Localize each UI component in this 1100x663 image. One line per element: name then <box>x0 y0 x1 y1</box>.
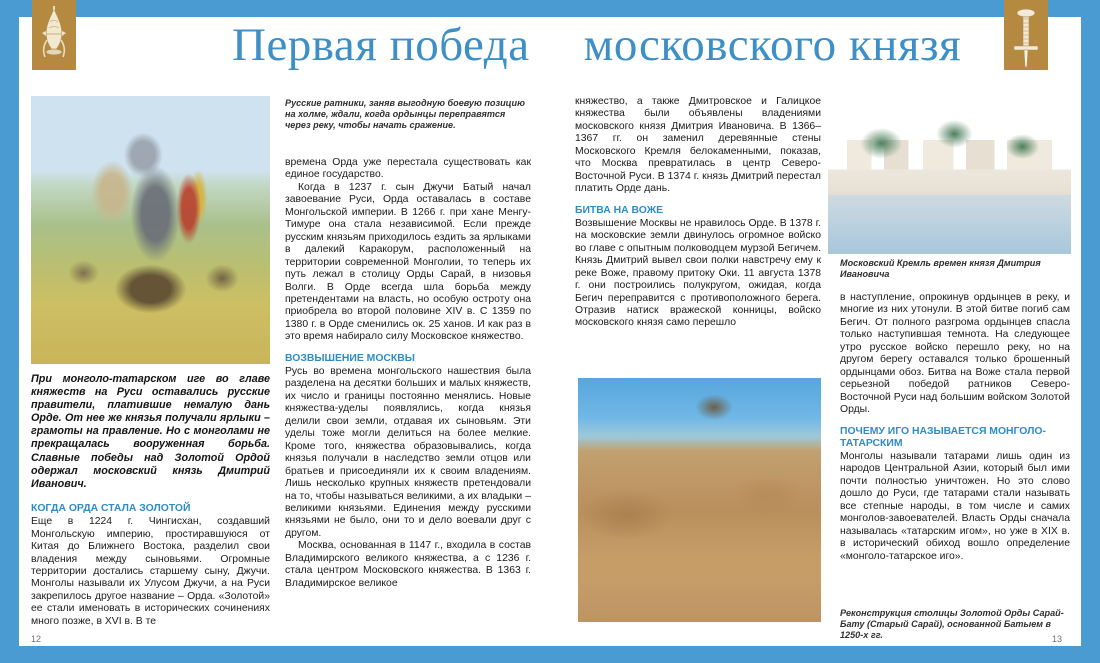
column-one <box>285 157 531 590</box>
helmet-icon <box>32 0 76 70</box>
column-left-lower <box>31 503 270 628</box>
subhead-when-horde-became-golden: КОГДА ОРДА СТАЛА ЗОЛОТОЙ <box>31 503 191 514</box>
knight-on-horseback-painting <box>31 96 270 364</box>
paragraph: Еще в 1224 г. Чингисхан, создавший Монгольскую империю, простиравшуюся от Китая до Ближнего Востока, разделил свои владения между сыновьями. Огромные территории достались старшему сыну, Джучи. Монголы называли их Улусом Джучи, а на Руси закрепилось другое название – Орда. «Золотой» ее стали именовать в исторических сочинениях много позже, в XVI в. В те <box>31 516 270 627</box>
paragraph: Монголы называли татарами лишь один из народов Центральной Азии, который был ими почти полностью уничтожен. Но это слово дошло до Руси, где татарами стали называть все степные народы, в том числе и самих монголов-завоевателей. Власть Орды сначала называлась «татарским игом», но уже в XIX в. в исторический обиход вошло определение «монголо-татарское иго». <box>840 450 1070 562</box>
subhead-rise-of-moscow: ВОЗВЫШЕНИЕ МОСКВЫ <box>285 352 415 364</box>
frame-band-top <box>0 0 1100 17</box>
header-tab-left <box>32 0 76 70</box>
title-line-2: московского князя <box>583 19 962 71</box>
column-left-lower-body <box>31 516 270 628</box>
column-three-body-top <box>840 292 1070 417</box>
column-one-body-top <box>285 157 531 344</box>
sarai-batu-reconstruction-photo <box>578 378 821 622</box>
paragraph: княжество, а также Дмитровское и Галицкое княжества были объявлены владениями московского князя Дмитрия Ивановича. В 1366–1367 гг. он заменил деревянные стены Московского Кремля белокаменными, показав, что Москва превратилась в центр Северо-Восточной Руси. В 1374 г. князь Дмитрий перестал платить Орде дань. <box>575 96 821 195</box>
paragraph: в наступление, опрокинув ордынцев в реку, и многие из них утонули. В этой битве погиб сам Бегич. От полного разгрома ордынцев спасла только наступившая темнота. На следующее утро русское войско перешло реку, но на другом берегу оставался только брошенный ордынцами обоз. Битва на Воже стала первой серьезной победой ратников Северо-Восточной Руси над большим войском Золотой Орды. <box>840 292 1070 416</box>
kremlin-caption: Московский Кремль времен князя Дмитрия Ивановича <box>840 258 1041 279</box>
title-line-1: Первая победа <box>232 19 530 71</box>
sarai-caption: Реконструкция столицы Золотой Орды Сарай-Бату (Старый Сарай), основанной Батыем в 1250-х гг. <box>840 608 1064 640</box>
column-three-body-bottom <box>840 451 1070 563</box>
subhead-why-yoke-is-called-mongol-tatar: ПОЧЕМУ ИГО НАЗЫВАЕТСЯ МОНГОЛО-ТАТАРСКИМ <box>840 425 1046 449</box>
column-two-body-top <box>575 96 821 196</box>
frame-band-left <box>0 0 19 663</box>
frame-band-right <box>1081 0 1100 663</box>
knight-caption: При монголо-татарском иге во главе княжеств на Руси оставались русские правители, платившие немалую дань Орде. От нее же князья получали ярлыки – грамоты на правление. Но с монголами не прекращалась вооруженная борьба. Славные победы над Золотой Ордой одержал московский князь Дмитрий Иванович. <box>31 373 270 490</box>
column-two <box>575 96 821 330</box>
page-number-right: 13 <box>1052 634 1063 644</box>
paragraph: Русь во времена монгольского нашествия была разделена на десятки больших и малых княжеств, их число и границы постоянно менялись. Новые княжества-уделы появлялись, когда князья делили свои земли, отдавая их сыновьям. Эти уделы тоже могли делиться на более мелкие. Кроме того, княжества образовывались, когда князья получали в наследство земли отцов или братьев и присоединяли их к своим владениям. Лишь несколько крупных княжеств претендовали на то, чтобы называться великими, а их владыки – великими князьями. Единения между русскими князьями не было, они то и дело воевали друг с другом. <box>285 366 531 539</box>
column-one-body-bottom <box>285 366 531 590</box>
paragraph: Москва, основанная в 1147 г., входила в состав Владимирского великого княжества, а с 1236 г. стала центром Московского княжества. В 1363 г. Владимирское великое <box>285 540 531 589</box>
frame-band-bottom <box>0 646 1100 663</box>
spread-title <box>232 20 1062 71</box>
moscow-kremlin-engraving <box>828 96 1071 254</box>
paragraph: Возвышение Москвы не нравилось Орде. В 1378 г. на московские земли двинулось огромное войско во главе с опытным полководцем мурзой Бегичем. Князь Дмитрий вывел свои полки навстречу ему к реке Воже, правому притоку Оки. 11 августа 1378 г. они построились полукругом, ожидая, когда Бегич переправится с противоположного берега. Отразив натиск вражеской конницы, войско московского князя само перешло <box>575 217 821 329</box>
subhead-battle-of-vozha: БИТВА НА ВОЖЕ <box>575 204 664 216</box>
column-two-body-bottom <box>575 218 821 330</box>
paragraph: Когда в 1237 г. сын Джучи Батый начал завоевание Руси, Орда оставалась в составе Монгольской империи. В 1266 г. при хане Менгу-Тимуре она стала независимой. Если прежде русским князьям приходилось ездить за ярлыками в далекий Каракорум, расположенный на территории современной Монголии, то теперь их путь лежал в столицу Орды Сарай, в низовья Волги. В Орде всегда шла борьба между претендентами на власть, но особую остроту она приобрела во второй половине XIV в. С 1359 по 1380 г. в Орде сменились ок. 25 ханов. И как раз в это время набирало силу Московское княжество. <box>285 181 531 343</box>
column-three <box>840 292 1070 563</box>
page-number-left: 12 <box>31 634 42 644</box>
battle-illustration-caption: Русские ратники, заняв выгодную боевую позицию на холме, ждали, когда ордынцы переправятся через реку, чтобы начать сражение. <box>285 98 525 130</box>
paragraph: времена Орда уже перестала существовать как единое государство. <box>285 157 531 181</box>
